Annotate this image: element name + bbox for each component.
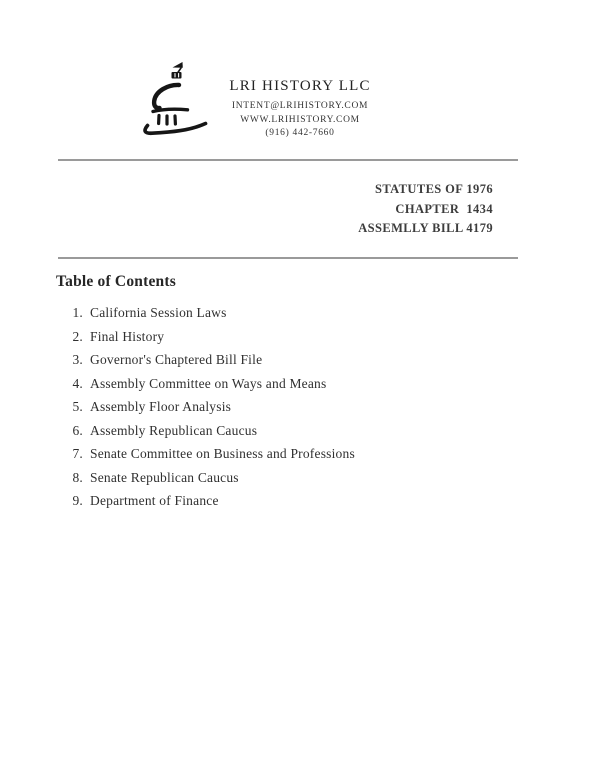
toc-item-number: 2. <box>72 328 83 344</box>
toc-item-number: 1. <box>72 305 83 320</box>
letterhead <box>0 77 600 141</box>
divider-bottom <box>58 257 518 259</box>
statutes-line: STATUTES OF 1976 <box>375 182 493 196</box>
company-phone: (916) 442-7660 <box>265 128 335 138</box>
toc-item-label: Assembly Republican Caucus <box>90 422 258 438</box>
toc-item-label: California Session Laws <box>90 305 227 320</box>
toc-item <box>56 399 355 423</box>
toc-item-label: Senate Republican Caucus <box>90 469 239 485</box>
company-website: WWW.LRIHISTORY.COM <box>240 114 360 125</box>
toc-item-label: Governor's Chaptered Bill File <box>90 352 263 367</box>
bill-reference-block <box>58 180 493 239</box>
toc-item-number: 5. <box>72 399 83 414</box>
chapter-line: CHAPTER 1434 <box>395 201 493 216</box>
toc-item-number: 7. <box>72 446 83 461</box>
toc-item <box>56 470 355 494</box>
toc-item-label: Assembly Floor Analysis <box>90 399 232 414</box>
toc-item-number: 4. <box>72 375 83 391</box>
toc-item-number: 6. <box>72 422 83 438</box>
toc-item-number: 3. <box>72 352 83 367</box>
toc-item <box>56 329 355 353</box>
assembly-bill-line: ASSEMLLY BILL 4179 <box>358 221 493 235</box>
toc-item <box>56 376 355 400</box>
toc-item-number: 9. <box>72 493 83 508</box>
toc-item-label: Final History <box>90 328 165 344</box>
toc-item <box>56 352 355 376</box>
toc-item <box>56 446 355 470</box>
toc-item-label: Senate Committee on Business and Professions <box>90 446 355 461</box>
toc-item <box>56 305 355 329</box>
toc-item <box>56 493 355 517</box>
toc-list <box>56 305 355 517</box>
company-name: LRI HISTORY LLC <box>229 78 371 94</box>
toc-item-number: 8. <box>72 469 83 485</box>
toc-item-label: Department of Finance <box>90 493 219 508</box>
divider-top <box>58 159 518 161</box>
toc-item-label: Assembly Committee on Ways and Means <box>90 375 327 391</box>
toc-item <box>56 423 355 447</box>
company-email: INTENT@LRIHISTORY.COM <box>231 101 369 111</box>
toc-title: Table of Contents <box>56 273 176 290</box>
